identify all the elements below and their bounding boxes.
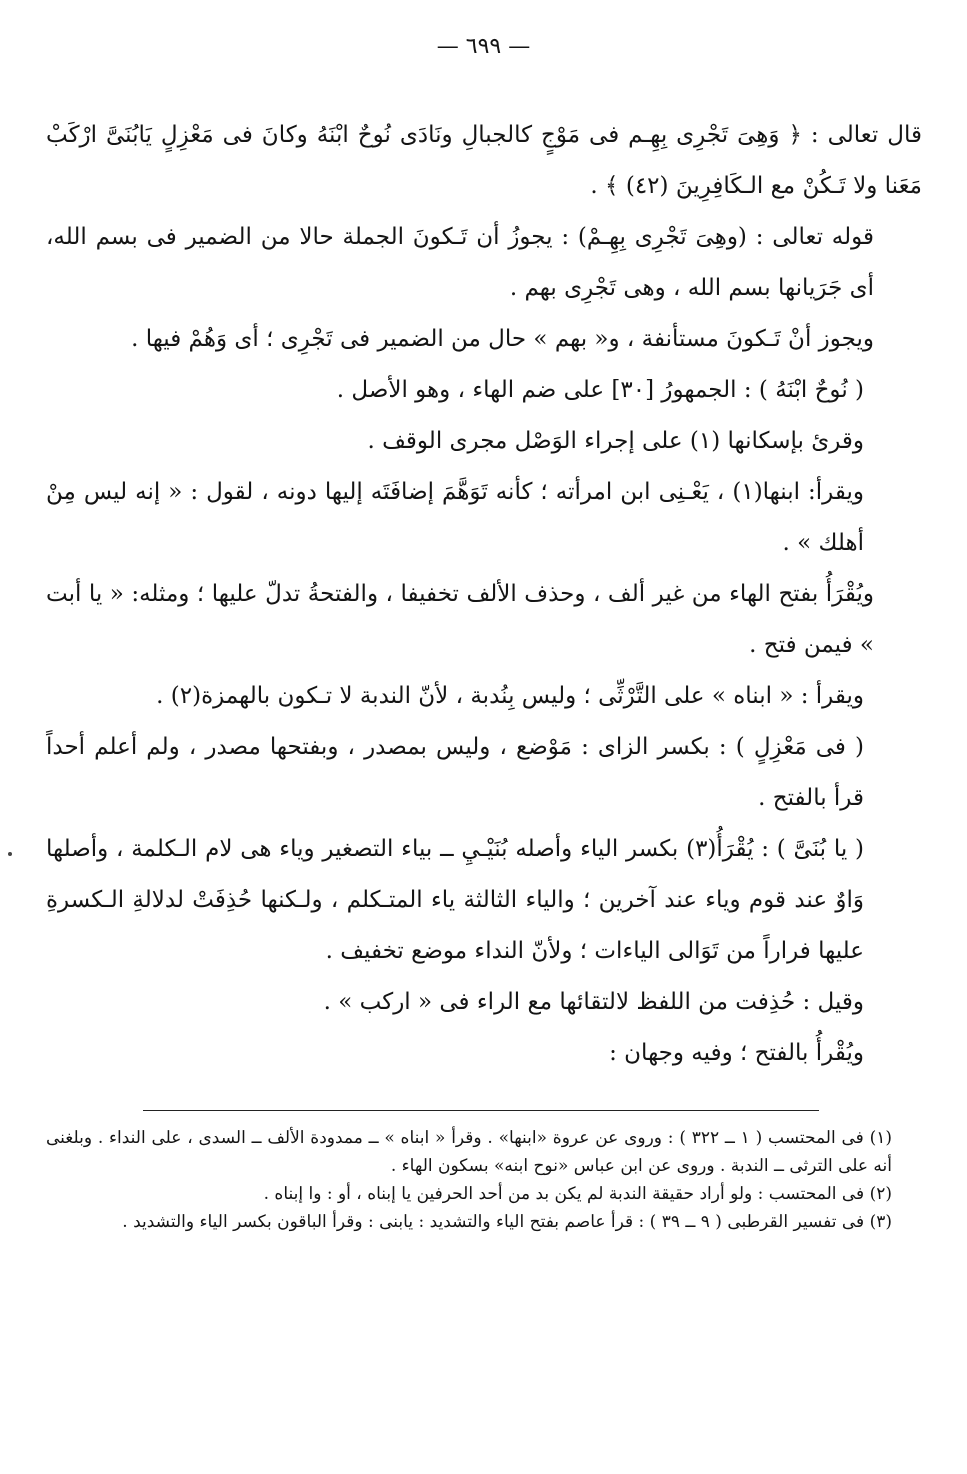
paragraph-commentary: ويُقْرَأُ بفتح الهاء من غير ألف ، وحذف الألف تخفيفا ، والفتحةُ تدلّ عليها ؛ ومثله: « يا أبت » فيمن فتح .: [46, 581, 874, 658]
footnote: (٣) فى تفسير القرطبى ( ٩ ــ ٣٩ ) : قرأ عاصم بفتح الياء والتشديد : يابنى : وقرأ الباقون بكسر الياء والتشديد .: [122, 1212, 892, 1232]
footnote: (١) فى المحتسب ( ١ ــ ٣٢٢ ) : وروى عن عروة «ابنها» . وقرأ « ابناه » ــ ممدودة الألف ــ السدى ، على النداء . وبلغنى أنه على الترثى ــ الندبة . وروى عن ابن عباس «نوح ابنه» بسكون الهاء .: [46, 1128, 892, 1176]
margin-mark: [8, 852, 12, 856]
paragraph-commentary: ( يا بُنَىَّ ) : يُقْرَأُ(٣) بكسر الياء وأصله بُنَيْـيِ ــ بياء التصغير وياء هى لام الـكلمة ، وأصلها وَاوٌ عند قوم وياء عند آخرين ؛ والياء الثالثة ياء المتـكلم ، ولـكنها حُذِفَتْ لدلالةِ الـكسرةِ عليها فراراً من تَوَالى الياءات ؛ ولأنّ النداء موضع تخفيف .: [46, 836, 864, 964]
paragraph-commentary: ويُقْرأُ بالفتح ؛ وفيه وجهان :: [609, 1040, 864, 1066]
paragraph-commentary: ويقرأ : « ابناه » على التَّرْثِّى ؛ وليس بِنُدبة ، لأنّ الندبة لا تـكون بالهمزة(٢) .: [156, 683, 864, 709]
paragraph-commentary: ويقرأ: ابنها(١) ، يَعْـنِى ابن امرأته ؛ كأنه تَوَهَّمَ إضافَتَه إليها دونه ، لقول : « إنه ليس مِنْ أهلك » .: [46, 479, 864, 556]
footnote: (٢) فى المحتسب : ولو أراد حقيقة الندبة لم يكن بد من أحد الحرفين يا إبناه ، أو : وا إبناه .: [263, 1184, 892, 1204]
footnotes: [46, 1124, 922, 1236]
paragraph-commentary: وقيل : حُذِفت من اللفظ لالتقائها مع الراء فى « اركب » .: [323, 989, 864, 1015]
page-number: — ٦٩٩ —: [436, 34, 531, 59]
paragraph-commentary: وقرئ بإسكانها (١) على إجراء الوَصْل مجرى الوقف .: [367, 428, 864, 454]
paragraph-commentary: ( فى مَعْزِلٍ ) : بكسر الزاى : مَوْضع ، وليس بمصدر ، وبفتحها مصدر ، ولم أعلم أحداً قرأ بالفتح .: [46, 734, 864, 811]
paragraph-verse: قال تعالى : ﴿ وَهِىَ تَجْرِى بِهِـم فى مَوْجٍ كالجبالِ ونَادَى نُوحٌ ابْنَهُ وكانَ فى مَعْزِلٍ يَابُنَىَّ ارْكَبْ مَعَنا ولا تَـكُنْ مع الـكَافِرِينَ (٤٢) ﴾ .: [46, 122, 922, 199]
paragraph-commentary: قوله تعالى : (وهِىَ تَجْرِى بِهِـمْ) : يجوزُ أن تَـكونَ الجملة حالا من الضمير فى بسم الله، أى جَرَيانها بسم الله ، وهى تَجْرِى بهم .: [46, 224, 874, 301]
paragraph-commentary: ويجوز أنْ تَـكونَ مستأنفة ، و« بهم » حال من الضمير فى تَجْرِى ؛ أى وَهُمْ فيها .: [131, 326, 874, 352]
paragraph-commentary: ( نُوحٌ ابْنَهُ ) : الجمهورُ [٣٠] على ضم الهاء ، وهو الأصل .: [336, 377, 864, 403]
footnote-divider: [143, 1110, 819, 1111]
main-text: [46, 110, 922, 1079]
